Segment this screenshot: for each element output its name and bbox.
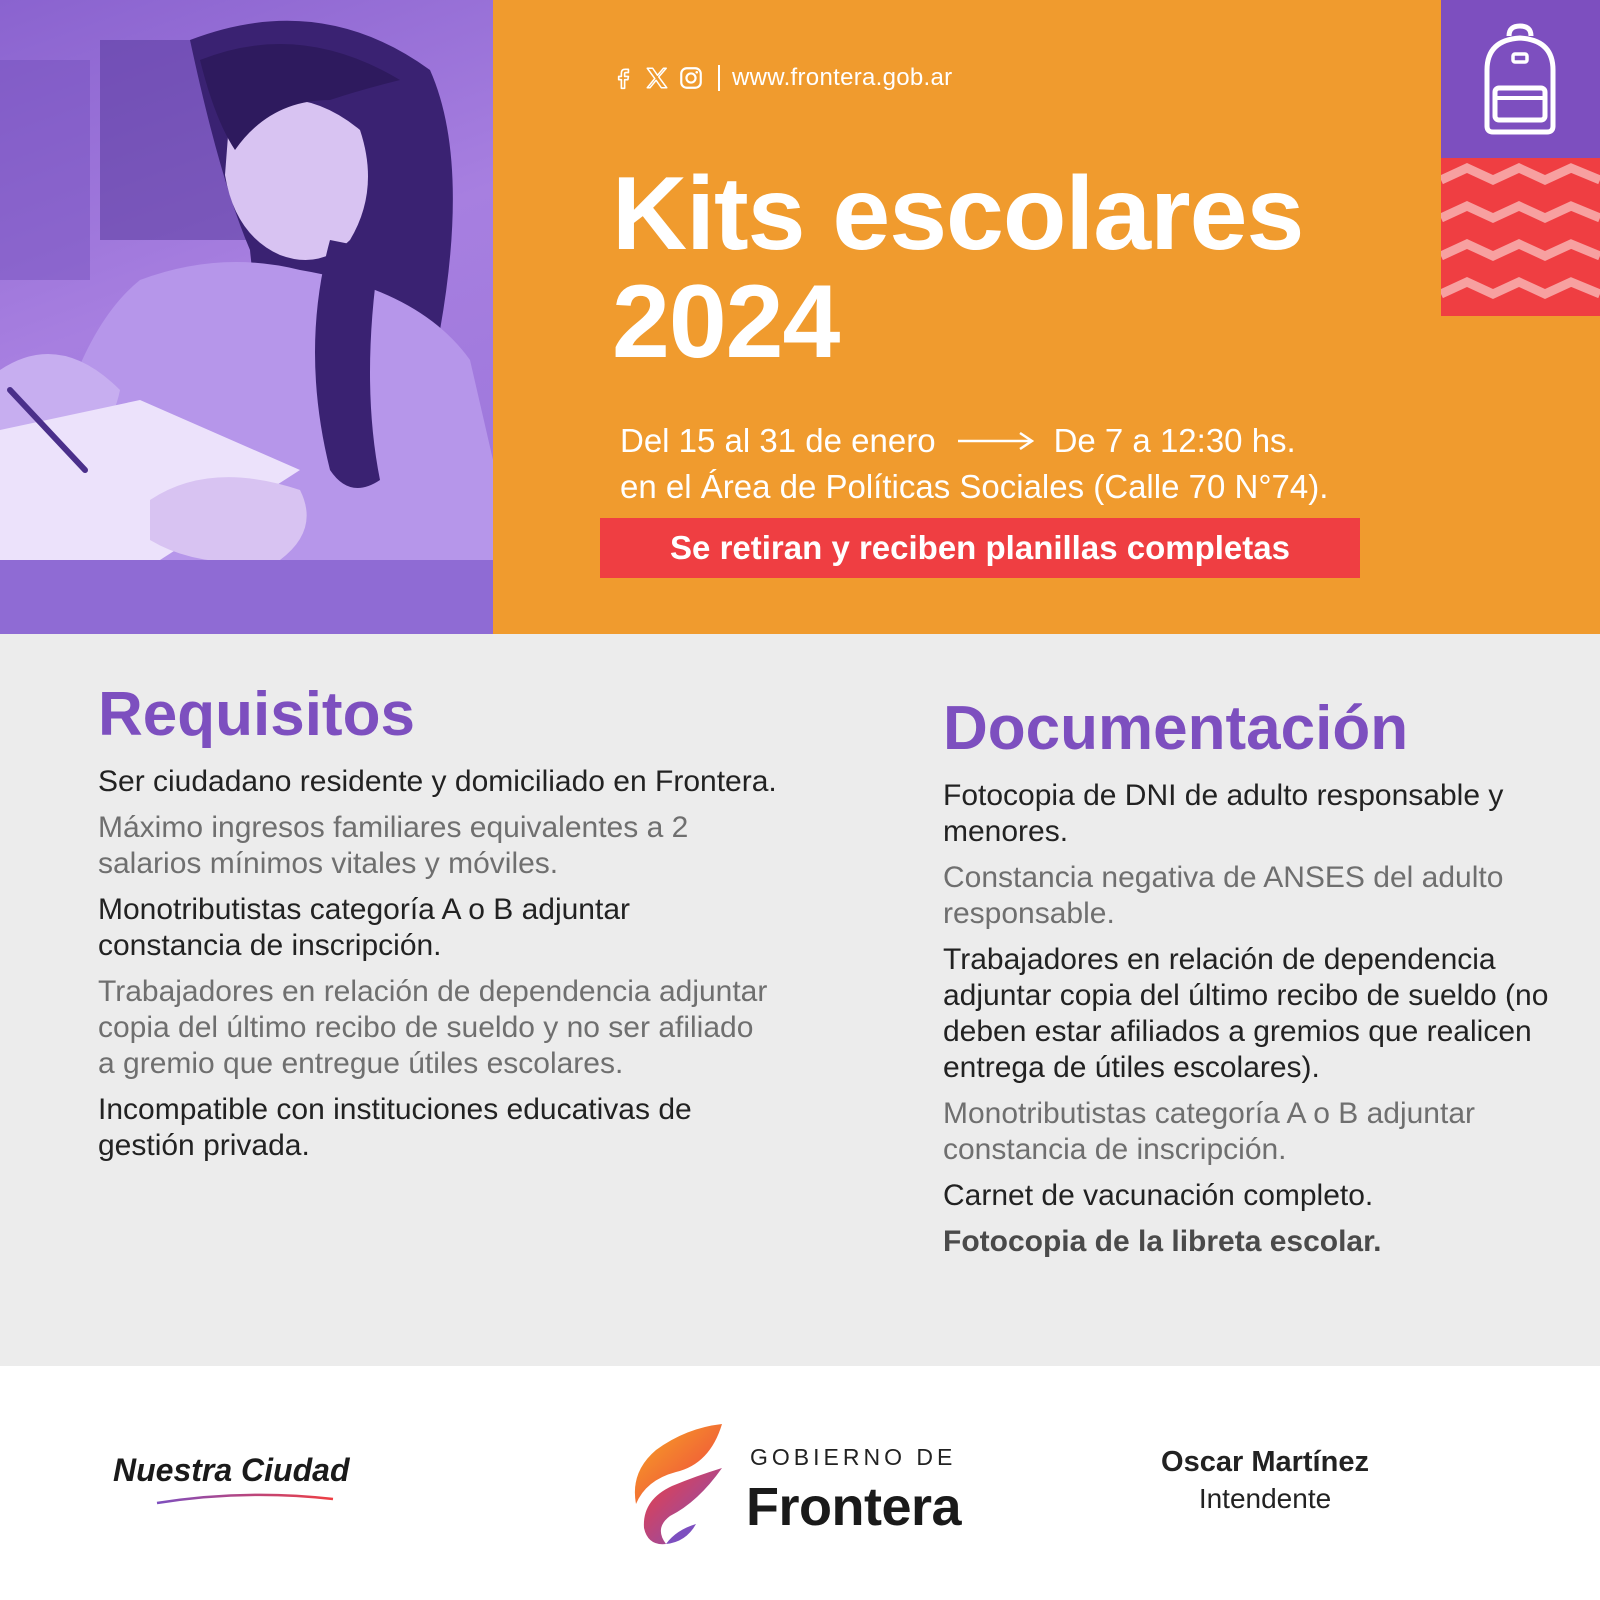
gov-name: Frontera: [746, 1477, 962, 1537]
schedule-location: en el Área de Políticas Sociales (Calle 70 N°74).: [620, 468, 1329, 505]
social-bar: [610, 62, 952, 94]
x-icon[interactable]: [644, 65, 670, 91]
requisito-item: Trabajadores en relación de dependencia adjuntar copia del último recibo de sueldo y no ser afiliado a gremio que entregue útiles escolares.: [98, 975, 768, 1080]
documentacion-item: Constancia negativa de ANSES del adulto responsable.: [943, 861, 1504, 930]
hero-section: [0, 0, 1600, 634]
requisito-item: Incompatible con instituciones educativas de gestión privada.: [98, 1093, 692, 1162]
instagram-icon[interactable]: [678, 65, 704, 91]
frontera-flame-icon: [626, 1420, 730, 1548]
page-title: [612, 156, 1432, 380]
requisito-item: Monotributistas categoría A o B adjuntar constancia de inscripción.: [98, 893, 630, 962]
student-illustration: [0, 0, 493, 634]
documentacion-heading: Documentación: [943, 694, 1409, 763]
schedule-hours: De 7 a 12:30 hs.: [1053, 422, 1296, 459]
schedule-info: [620, 418, 1380, 510]
backpack-icon: [1479, 22, 1561, 138]
requisitos-column: [98, 680, 778, 1174]
student-photo: [0, 0, 493, 634]
gov-prefix: GOBIERNO DE: [750, 1444, 957, 1470]
facebook-icon[interactable]: [610, 65, 636, 91]
zigzag-pattern: [1441, 158, 1600, 316]
documentacion-column: [943, 694, 1563, 1270]
website-link[interactable]: www.frontera.gob.ar: [732, 64, 953, 91]
documentacion-item: Fotocopia de la libreta escolar.: [943, 1225, 1382, 1258]
documentacion-item: Fotocopia de DNI de adulto responsable y menores.: [943, 779, 1504, 848]
requisitos-heading: Requisitos: [98, 680, 415, 749]
mayor-name: Oscar Martínez: [1161, 1446, 1369, 1478]
mayor-role: Intendente: [1198, 1483, 1332, 1514]
requisito-item: Ser ciudadano residente y domiciliado en Frontera.: [98, 765, 777, 798]
requisito-item: Máximo ingresos familiares equivalentes a 2 salarios mínimos vitales y móviles.: [98, 811, 689, 880]
zigzag-icon: [1441, 158, 1600, 316]
title-line-1: Kits escolares: [612, 156, 1304, 272]
slogan-underline: [155, 1491, 335, 1505]
documentacion-item: Trabajadores en relación de dependencia adjuntar copia del último recibo de sueldo (no deben estar afiliados a gremios que realicen entrega de útiles escolares).: [943, 943, 1549, 1084]
documentacion-item: Carnet de vacunación completo.: [943, 1179, 1374, 1212]
social-separator: [718, 65, 720, 91]
backpack-tile: [1441, 0, 1600, 158]
documentacion-item: Monotributistas categoría A o B adjuntar constancia de inscripción.: [943, 1097, 1475, 1166]
mayor-signature: [1140, 1446, 1390, 1515]
slogan-text: Nuestra Ciudad: [113, 1452, 350, 1488]
schedule-dates: Del 15 al 31 de enero: [620, 422, 936, 459]
arrow-right-icon: [958, 431, 1034, 451]
pickup-banner: Se retiran y reciben planillas completas: [600, 518, 1360, 578]
gobierno-frontera-logo: [626, 1420, 976, 1550]
title-line-2: 2024: [612, 264, 840, 380]
nuestra-ciudad-logo: [113, 1452, 383, 1505]
